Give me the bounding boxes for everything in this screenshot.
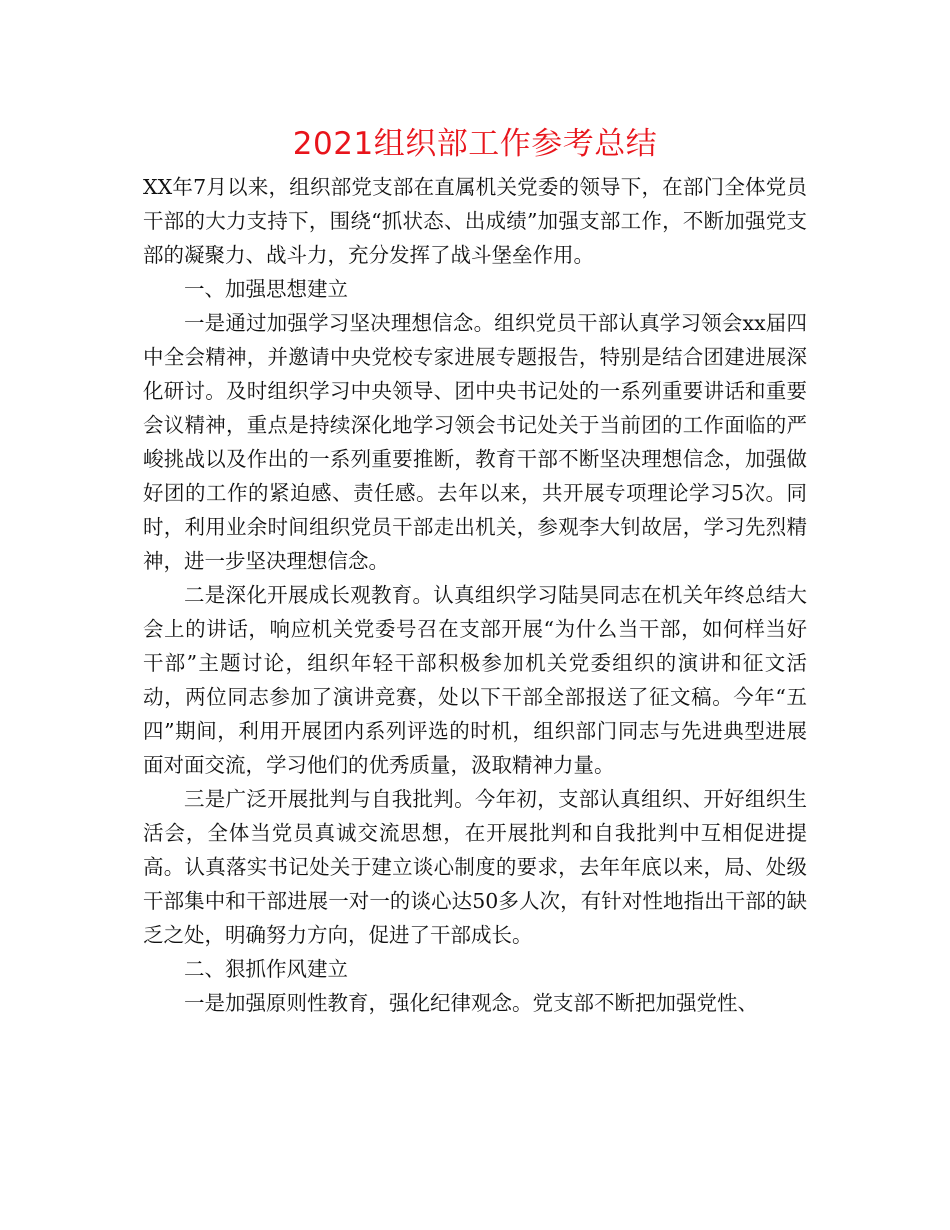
body-paragraph: 三是广泛开展批判与自我批判。今年初，支部认真组织、开好组织生活会，全体当党员真诚交流思想，在开展批判和自我批判中互相促进提高。认真落实书记处关于建立谈心制度的要求，去年年底以来，局、处级干部集中和干部进展一对一的谈心达50多人次，有针对性地指出干部的缺乏之处，明确努力方向，促进了干部成长。 <box>143 787 807 947</box>
body-paragraph: 一是加强原则性教育，强化纪律观念。党支部不断把加强党性、 <box>184 991 758 1015</box>
body-paragraph: 一是通过加强学习坚决理想信念。组织党员干部认真学习领会xx届四中全会精神，并邀请中央党校专家进展专题报告，特别是结合团建进展深化研讨。及时组织学习中央领导、团中央书记处的一系列重要讲话和重要会议精神，重点是持续深化地学习领会书记处关于当前团的工作面临的严峻挑战以及作出的一系列重要推断，教育干部不断坚决理想信念，加强做好团的工作的紧迫感、责任感。去年以来，共开展专项理论学习5次。同时，利用业余时间组织党员干部走出机关，参观李大钊故居，学习先烈精神，进一步坚决理想信念。 <box>143 311 807 573</box>
document-title: 2021组织部工作参考总结 <box>292 126 658 162</box>
document-body <box>143 122 807 1020</box>
body-paragraph: 二是深化开展成长观教育。认真组织学习陆昊同志在机关年终总结大会上的讲话，响应机关党委号召在支部开展“为什么当干部，如何样当好干部”主题讨论，组织年轻干部积极参加机关党委组织的演讲和征文活动，两位同志参加了演讲竞赛，处以下干部全部报送了征文稿。今年“五四”期间，利用开展团内系列评选的时机，组织部门同志与先进典型进展面对面交流，学习他们的优秀质量，汲取精神力量。 <box>143 583 807 777</box>
section-heading-work-style: 二、狠抓作风建立 <box>184 957 348 981</box>
intro-paragraph: XX年7月以来，组织部党支部在直属机关党委的领导下，在部门全体党员干部的大力支持下，围绕“抓状态、出成绩”加强支部工作，不断加强党支部的凝聚力、战斗力，充分发挥了战斗堡垒作用。 <box>143 175 807 267</box>
section-heading-ideology: 一、加强思想建立 <box>184 277 348 301</box>
